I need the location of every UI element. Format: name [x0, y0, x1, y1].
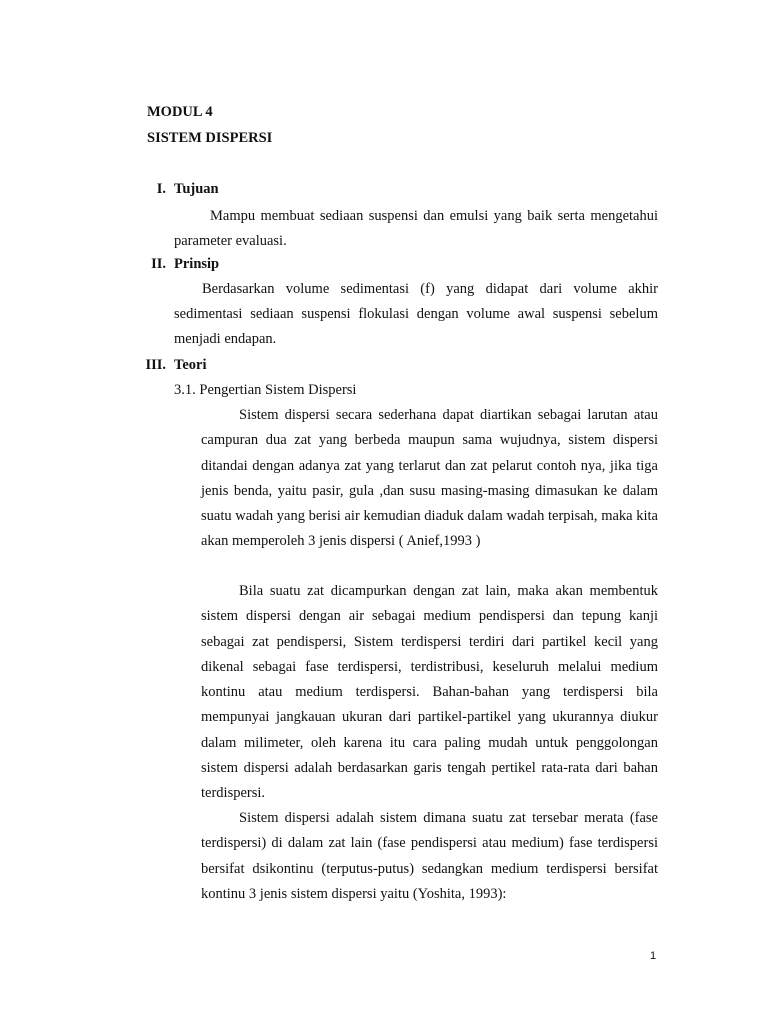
section-heading-prinsip: Prinsip	[174, 256, 220, 272]
paragraph-teori-2: Bila suatu zat dicampurkan dengan zat lain, maka akan membentuk sistem dispersi dengan air sebagai medium pendispersi dan tepung kanji sebagai zat pendispersi, Sistem terdispersi terdiri dari partikel kecil yang dikenal sebagai fase terdispersi, terdistribusi, keseluruh melalui medium kontinu atau medium terdispersi. Bahan-bahan yang terdispersi bila mempunyai jangkauan ukuran dari partikel-partikel yang ukurannya diukur dalam milimeter, oleh karena itu cara paling mudah untuk penggolongan sistem dispersi adalah berdasarkan garis tengah pertikel rata-rata dari bahan terdispersi.	[201, 583, 658, 802]
paragraph-tujuan: Mampu membuat sediaan suspensi dan emulsi yang baik serta mengetahui parameter evaluasi.	[174, 208, 658, 249]
section-number-1: I.	[156, 181, 166, 197]
paragraph-prinsip: Berdasarkan volume sedimentasi (f) yang didapat dari volume akhir sedimentasi sediaan suspensi flokulasi dengan volume awal suspensi sebelum menjadi endapan.	[174, 281, 658, 347]
subsection-heading-pengertian: 3.1. Pengertian Sistem Dispersi	[174, 382, 357, 398]
section-number-2: II.	[151, 256, 166, 272]
paragraph-teori-1: Sistem dispersi secara sederhana dapat diartikan sebagai larutan atau campuran dua zat yang berbeda maupun sama wujudnya, sistem dispersi ditandai dengan adanya zat yang terlarut dan zat pelarut contoh nya, jika tiga jenis benda, yaitu pasir, gula ,dan susu masing-masing dimasukan ke dalam suatu wadah yang berisi air kemudian diaduk dalam wadah terpisah, maka kita akan memperoleh 3 jenis dispersi ( Anief,1993 )	[201, 407, 658, 550]
paragraph-teori-3: Sistem dispersi adalah sistem dimana suatu zat tersebar merata (fase terdispersi) di dalam zat lain (fase pendispersi atau medium) fase terdispersi bersifat dsikontinu (terputus-putus) sedangkan medium terdispersi bersifat kontinu 3 jenis sistem dispersi yaitu (Yoshita, 1993):	[201, 810, 658, 902]
module-title: SISTEM DISPERSI	[147, 130, 273, 146]
page-number: 1	[650, 950, 657, 962]
section-number-3: III.	[145, 357, 166, 373]
section-heading-tujuan: Tujuan	[174, 181, 219, 197]
module-label: MODUL 4	[147, 104, 213, 120]
section-heading-teori: Teori	[174, 357, 207, 373]
